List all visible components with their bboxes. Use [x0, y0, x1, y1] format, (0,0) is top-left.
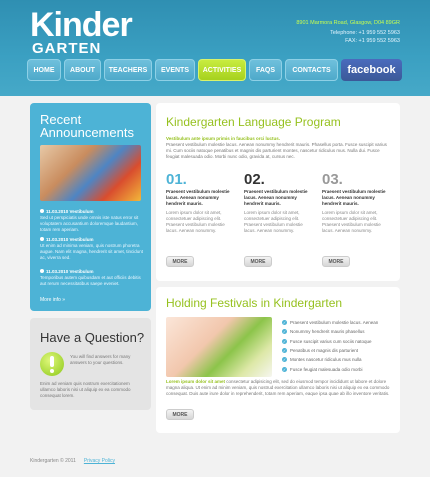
program-column: [244, 172, 308, 234]
festivals-lead-bold: Lorem ipsum dolor sit amet: [166, 379, 226, 384]
list-item[interactable]: ✓ Praesent vestibulum molestie lacus. Aenean: [282, 320, 379, 326]
more-button[interactable]: MORE: [166, 409, 194, 420]
nav-events[interactable]: EVENTS: [155, 59, 195, 81]
festivals-checklist: [282, 318, 394, 374]
list-item[interactable]: ✓ Nonummy hendrerit mauris phasellus: [282, 329, 365, 335]
announcements-panel: [30, 103, 151, 311]
announcements-title: Recent Announcements: [40, 112, 134, 140]
program-title: Kindergarten Language Program: [166, 115, 341, 129]
copyright: Kindergarten © 2011: [30, 458, 76, 464]
facebook-button[interactable]: facebook: [341, 59, 402, 81]
column-number: 01.: [166, 171, 187, 188]
check-icon: ✓: [282, 357, 287, 363]
bullet-icon: [40, 209, 44, 213]
question-body: Enim ad veniam quis nostrum exercitationem ullamco laboris nisi ut aliquip ex ea commodo consequat lorem.: [40, 381, 131, 398]
festivals-lead: [166, 379, 394, 397]
announcement-date: 11.03.2010: [46, 269, 69, 274]
nav-teachers[interactable]: TEACHERS: [104, 59, 152, 81]
list-item[interactable]: ✓ Fusce feugiat malesuada odio morbi: [282, 366, 363, 372]
nav-activities[interactable]: ACTIVITIES: [198, 59, 246, 81]
announcement-text: Temporibus autem quibusdam et aut officiis debitis aut rerum necessitatibus saepe eveniet.: [40, 275, 141, 286]
footer: [30, 458, 115, 464]
check-icon: ✓: [282, 348, 287, 354]
column-number: 02.: [244, 171, 265, 188]
more-info-link[interactable]: More info »: [40, 297, 66, 303]
more-button[interactable]: MORE: [322, 256, 350, 267]
question-text: You will find answers for many answers to your questions.: [70, 354, 131, 365]
column-text: Lorem ipsum dolor sit amet, consectetuer adipiscing elit. Praesent vestibulum molestie lacus. Aenean nonummy.: [166, 210, 225, 233]
announcement-date: 11.03.2010: [46, 237, 69, 242]
festivals-panel: [156, 287, 400, 433]
announcement-title[interactable]: Vestibulum: [69, 269, 94, 274]
program-lead-bold: Vestibulum ante ipsum primis in faucibus orci luctus.: [166, 136, 281, 141]
nav-about[interactable]: ABOUT: [64, 59, 101, 81]
bullet-icon: [40, 269, 44, 273]
nav-contacts[interactable]: CONTACTS: [285, 59, 338, 81]
nav-faqs[interactable]: FAQS: [249, 59, 282, 81]
announcement-item: [40, 269, 144, 287]
exclamation-icon: [40, 352, 64, 376]
check-icon: ✓: [282, 366, 287, 372]
privacy-link[interactable]: Privacy Policy: [83, 458, 115, 464]
announcement-title[interactable]: Vestibulum: [69, 237, 94, 242]
announcement-title[interactable]: Vestibulum: [69, 209, 94, 214]
child-frog-photo: [166, 317, 272, 377]
column-heading: Praesent vestibulum molestie lacus. Aenean nonummy hendrerit mauris.: [244, 189, 308, 206]
children-photo: [40, 145, 141, 201]
header-address: 8901 Marmora Road, Glasgow, D04 89GR: [296, 20, 400, 26]
program-panel: [156, 103, 400, 281]
check-icon: ✓: [282, 320, 287, 326]
more-button[interactable]: MORE: [166, 256, 194, 267]
site-header: [0, 0, 430, 96]
list-item[interactable]: ✓ Fusce suscipit varius cum sociis natoque: [282, 338, 372, 344]
festivals-title: Holding Festivals in Kindergarten: [166, 296, 343, 310]
nav-home[interactable]: HOME: [27, 59, 61, 81]
question-panel: [30, 318, 151, 410]
column-text: Lorem ipsum dolor sit amet, consectetuer adipiscing elit. Praesent vestibulum molestie lacus. Aenean nonummy.: [322, 210, 381, 233]
column-text: Lorem ipsum dolor sit amet, consectetuer adipiscing elit. Praesent vestibulum molestie lacus. Aenean nonummy.: [244, 210, 303, 233]
main-nav: [27, 59, 402, 81]
list-item[interactable]: ✓ Montes nascetur ridiculus mus nulla: [282, 357, 362, 363]
program-lead-text: Praesent vestibulum molestie lacus. Aenean nonummy hendrerit mauris. Phasellus porta. Fusce suscipit varius mi. Cum sociis natoque penatibus et magnis dis parturient montes, nascetur ridiculus mus. Nulla dui. Fusce feugiat malesuada odio. Morbi nunc odio, gravida at, cursus nec.: [166, 142, 387, 159]
announcement-text: Sed ut perspiciatis unde omnis iste natus error sit voluptatem accusantium doloremque laudantium, totam rem aperiam.: [40, 215, 139, 232]
check-icon: ✓: [282, 338, 287, 344]
header-telephone: Telephone: +1 959 552 5963: [330, 30, 400, 36]
check-icon: ✓: [282, 329, 287, 335]
program-lead: [166, 136, 394, 160]
announcement-item: [40, 237, 144, 261]
announcement-item: [40, 209, 144, 233]
announcement-date: 11.03.2010: [46, 209, 69, 214]
festivals-lead-text: consectetur adipisicing elit, sed do eiusmod tempor incididunt ut labore et dolore magna aliqua. Ut enim ad minim veniam, quis nostrud exercitation ullamco laboris nisi ut aliquip ex ea commodo consequat. Duis aute irure dolor in reprehenderit, totam rem aperiam, eaque ipsa quae ab illo inventore veritatis.: [166, 379, 390, 396]
program-column: [322, 172, 386, 234]
announcement-text: Ut enim ad minima veniam, quis nostrum phoretra augue. Nam elit magna, hendrerit sit amet, tincidunt ac, viverra sed.: [40, 243, 144, 260]
logo-main[interactable]: Kinder: [30, 6, 132, 44]
more-button[interactable]: MORE: [244, 256, 272, 267]
column-heading: Praesent vestibulum molestie lacus. Aenean nonummy hendrerit mauris.: [166, 189, 230, 206]
logo-sub[interactable]: GARTEN: [32, 40, 102, 57]
column-number: 03.: [322, 171, 343, 188]
bullet-icon: [40, 237, 44, 241]
list-item[interactable]: ✓ Penatibus et magnis dis parturient: [282, 348, 359, 354]
header-fax: FAX: +1 959 552 5963: [345, 38, 400, 44]
column-heading: Praesent vestibulum molestie lacus. Aenean nonummy hendrerit mauris.: [322, 189, 386, 206]
question-title: Have a Question?: [40, 330, 145, 345]
program-column: [166, 172, 230, 234]
